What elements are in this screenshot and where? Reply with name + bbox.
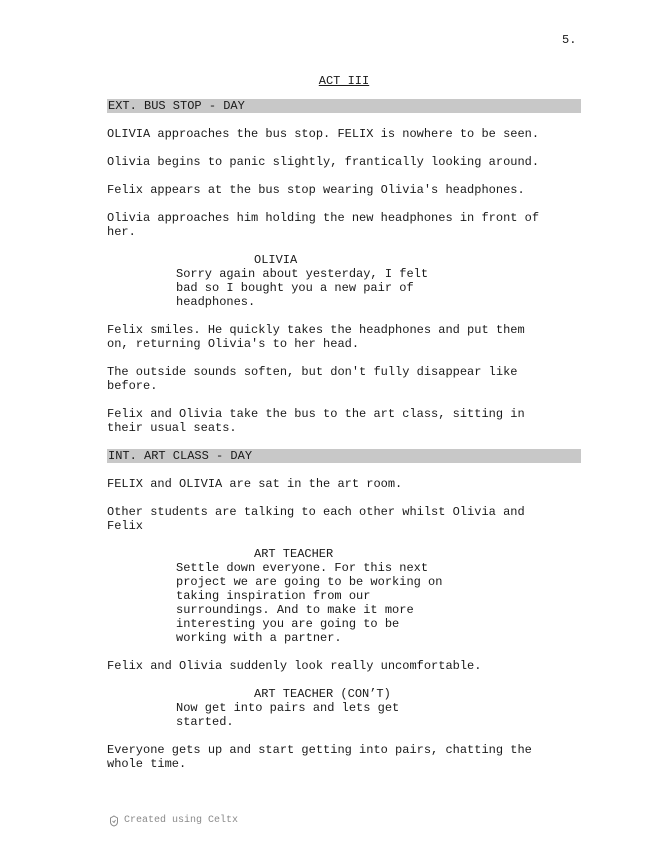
celtx-logo-icon [109, 815, 119, 827]
dialogue-line: Now get into pairs and lets get started. [176, 701, 400, 729]
action-line: OLIVIA approaches the bus stop. FELIX is nowhere to be seen. [107, 127, 540, 141]
dialogue-block [107, 687, 581, 729]
action-line: Olivia approaches him holding the new headphones in front of her. [107, 211, 540, 239]
action-line: FELIX and OLIVIA are sat in the art room. [107, 477, 403, 491]
dialogue-line: Settle down everyone. For this next project we are going to be working on taking inspiration from our surroundings. And to make it more interesting you are going to be working with a partner. [176, 561, 443, 645]
scene-heading: INT. ART CLASS - DAY [107, 449, 581, 463]
action-line: Felix and Olivia suddenly look really uncomfortable. [107, 659, 482, 673]
dialogue-block [107, 547, 581, 645]
scene-heading: EXT. BUS STOP - DAY [107, 99, 581, 113]
dialogue-block [107, 253, 581, 309]
footer [109, 815, 238, 827]
action-line: Felix and Olivia take the bus to the art class, sitting in their usual seats. [107, 407, 525, 435]
action-line: Everyone gets up and start getting into pairs, chatting the whole time. [107, 743, 532, 771]
action-line: Felix appears at the bus stop wearing Olivia's headphones. [107, 183, 525, 197]
action-line: Olivia begins to panic slightly, frantically looking around. [107, 155, 540, 169]
action-line: The outside sounds soften, but don't fully disappear like before. [107, 365, 518, 393]
action-line: Other students are talking to each other whilst Olivia and Felix [107, 505, 525, 533]
character-name: ART TEACHER (CON’T) [254, 687, 391, 701]
character-name: ART TEACHER [254, 547, 334, 561]
character-name: OLIVIA [254, 253, 298, 267]
dialogue-line: Sorry again about yesterday, I felt bad so I bought you a new pair of headphones. [176, 267, 429, 309]
footer-text: Created using Celtx [124, 815, 239, 826]
action-line: Felix smiles. He quickly takes the headphones and put them on, returning Olivia's to her head. [107, 323, 525, 351]
script-content [107, 99, 581, 785]
page-number: 5. [562, 33, 577, 47]
act-title: ACT III [318, 74, 370, 88]
